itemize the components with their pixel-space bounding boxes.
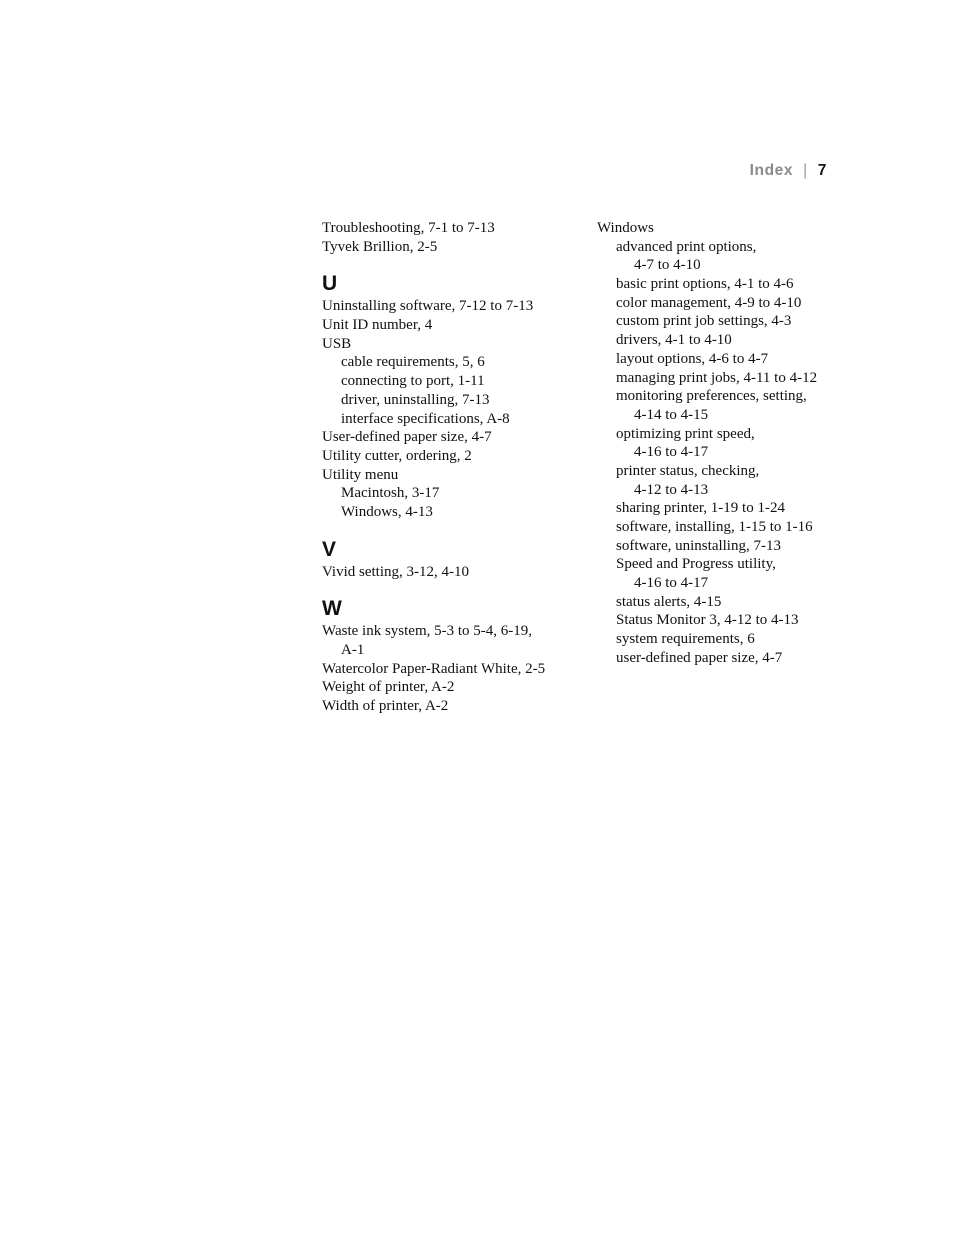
section-title: Index xyxy=(749,162,794,179)
index-subentry: managing print jobs, 4-11 to 4-12 xyxy=(616,369,818,386)
index-subentry: drivers, 4-1 to 4-10 xyxy=(616,332,732,349)
index-subentry-continuation: 4-16 to 4-17 xyxy=(634,444,709,461)
index-subentry: Speed and Progress utility, xyxy=(616,556,776,573)
header-separator: | xyxy=(803,162,808,179)
index-entry: Utility menu xyxy=(322,466,399,483)
index-subentry: Macintosh, 3-17 xyxy=(341,485,440,502)
index-subentry: connecting to port, 1-11 xyxy=(341,373,485,390)
index-subentry: user-defined paper size, 4-7 xyxy=(616,649,783,666)
index-entry: Troubleshooting, 7-1 to 7-13 xyxy=(322,220,495,236)
index-entry: Utility cutter, ordering, 2 xyxy=(322,447,472,464)
running-header xyxy=(750,162,827,180)
index-subentry: software, uninstalling, 7-13 xyxy=(616,537,781,554)
page-number: 7 xyxy=(817,162,827,179)
index-entry: Weight of printer, A-2 xyxy=(322,679,455,696)
index-subentry-continuation: 4-7 to 4-10 xyxy=(634,257,701,274)
letter-heading-v: V xyxy=(322,537,337,561)
index-subentry: optimizing print speed, xyxy=(616,425,755,442)
index-subentry: printer status, checking, xyxy=(616,462,760,479)
index-column-left xyxy=(322,219,582,716)
index-entry: Watercolor Paper-Radiant White, 2-5 xyxy=(322,660,546,677)
letter-heading-u: U xyxy=(322,272,338,296)
index-subentry: interface specifications, A-8 xyxy=(341,410,510,427)
index-subentry-continuation: 4-12 to 4-13 xyxy=(634,481,709,498)
index-entry: Windows xyxy=(597,220,654,236)
index-entry: Unit ID number, 4 xyxy=(322,317,433,334)
index-entry: User-defined paper size, 4-7 xyxy=(322,429,492,446)
index-subentry: status alerts, 4-15 xyxy=(616,593,722,610)
index-entry: Vivid setting, 3-12, 4-10 xyxy=(322,563,470,580)
index-subentry: Windows, 4-13 xyxy=(341,503,433,520)
index-subentry-continuation: 4-14 to 4-15 xyxy=(634,406,709,423)
index-subentry: advanced print options, xyxy=(616,238,757,255)
index-column-right xyxy=(597,219,837,668)
index-subentry: driver, uninstalling, 7-13 xyxy=(341,391,490,408)
index-subentry-continuation: 4-16 to 4-17 xyxy=(634,575,709,592)
index-subentry: basic print options, 4-1 to 4-6 xyxy=(616,276,794,293)
index-subentry: color management, 4-9 to 4-10 xyxy=(616,294,802,311)
letter-heading-w: W xyxy=(322,597,342,621)
index-entry: Width of printer, A-2 xyxy=(322,698,449,715)
index-entry: Tyvek Brillion, 2-5 xyxy=(322,238,438,255)
index-subentry: cable requirements, 5, 6 xyxy=(341,354,485,371)
index-subentry: Status Monitor 3, 4-12 to 4-13 xyxy=(616,612,799,629)
index-entry-continuation: A-1 xyxy=(341,642,365,658)
index-entry: Uninstalling software, 7-12 to 7-13 xyxy=(322,298,534,315)
index-subentry: monitoring preferences, setting, xyxy=(616,388,807,405)
index-subentry: system requirements, 6 xyxy=(616,631,755,648)
index-subentry: custom print job settings, 4-3 xyxy=(616,313,792,330)
index-subentry: software, installing, 1-15 to 1-16 xyxy=(616,519,813,535)
index-entry: USB xyxy=(322,335,352,352)
index-subentry: sharing printer, 1-19 to 1-24 xyxy=(616,500,785,517)
index-subentry: layout options, 4-6 to 4-7 xyxy=(616,350,769,367)
index-entry: Waste ink system, 5-3 to 5-4, 6-19, xyxy=(322,623,533,640)
